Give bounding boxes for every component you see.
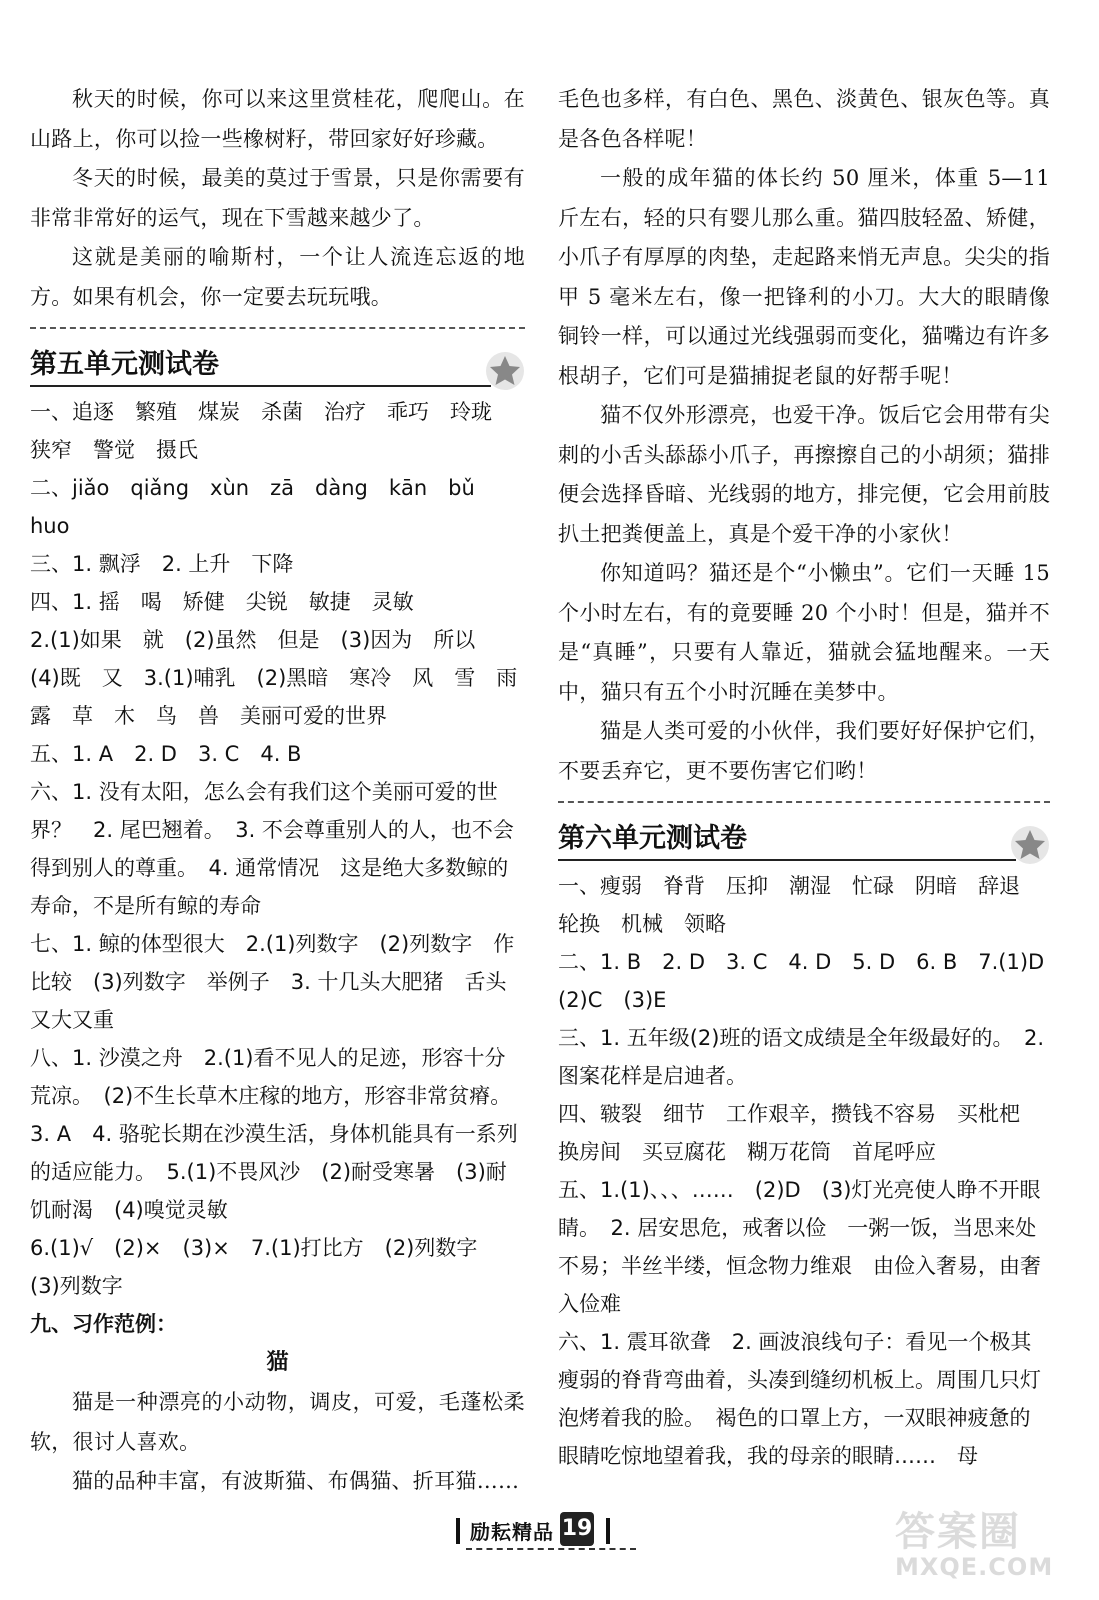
section-divider bbox=[30, 327, 525, 329]
footer-bar bbox=[456, 1518, 460, 1544]
section-divider bbox=[558, 801, 1050, 803]
watermark-url: MXQE.COM bbox=[895, 1553, 1054, 1581]
left-column bbox=[30, 80, 539, 1502]
answer-line: 六、1. 没有太阳，怎么会有我们这个美丽可爱的世界？ 2. 尾巴翘着。 3. 不会尊重别人的人，也不会得到别人的尊重。 4. 通常情况 这是绝大多数鲸的寿命，不是所有鲸的寿命 bbox=[30, 780, 514, 918]
answer-line: 六、1. 震耳欲聋 2. 画波浪线句子：看见一个极其瘦弱的脊背弯曲着，头凑到缝纫机板上。周围几只灯泡烤着我的脸。 褐色的口罩上方，一双眼神疲惫的眼睛吃惊地望着我，我的母亲的眼睛…… 母 bbox=[558, 1330, 1041, 1468]
answer-line: 八、1. 沙漠之舟 2.(1)看不见人的足迹，形容十分荒凉。 (2)不生长草木庄稼的地方，形容非常贫瘠。 3. A 4. 骆驼长期在沙漠生活，身体机能具有一系列的适应能力。 5.(1)不畏风沙 (2)耐受寒暑 (3)耐饥耐渴 (4)嗅觉灵敏 bbox=[30, 1046, 522, 1222]
answer-line: 七、1. 鲸的体型很大 2.(1)列数字 (2)列数字 作比较 (3)列数字 举例子 3. 十几头大肥猪 舌头又大又重 bbox=[30, 932, 515, 1032]
answer-line: 一、追逐 繁殖 煤炭 杀菌 治疗 乖巧 玲珑 狭窄 警觉 摄氏 bbox=[30, 400, 513, 462]
star-icon bbox=[1010, 825, 1050, 865]
answer-line: 二、jiǎo qiǎng xùn zā dàng kān bǔ huo bbox=[30, 476, 496, 538]
intro-paragraph: 这就是美丽的喻斯村，一个让人流连忘返的地方。如果有机会，你一定要去玩玩哦。 bbox=[30, 245, 525, 309]
watermark-logo bbox=[895, 1500, 1085, 1595]
answer-line: 2.(1)如果 就 (2)虽然 但是 (3)因为 所以 (4)既 又 3.(1)哺乳 (2)黑暗 寒冷 风 雪 雨 露 草 木 鸟 兽 美丽可爱的世界 bbox=[30, 628, 539, 728]
intro-paragraph: 秋天的时候，你可以来这里赏桂花，爬爬山。在山路上，你可以捡一些橡树籽，带回家好好珍藏。 bbox=[30, 87, 525, 151]
unit-title: 第六单元测试卷 bbox=[558, 823, 747, 854]
essay-paragraph: 猫是人类可爱的小伙伴，我们要好好保护它们，不要丢弃它，更不要伤害它们哟！ bbox=[558, 719, 1050, 783]
footer-bar bbox=[606, 1518, 610, 1544]
intro-paragraph: 冬天的时候，最美的莫过于雪景，只是你需要有非常非常好的运气，现在下雪越来越少了。 bbox=[30, 166, 525, 230]
title-underline bbox=[30, 385, 491, 387]
right-column bbox=[558, 80, 1066, 1475]
title-underline bbox=[558, 859, 1016, 861]
answer-line: 五、1. A 2. D 3. C 4. B bbox=[30, 742, 302, 766]
essay-paragraph: 毛色也多样，有白色、黑色、淡黄色、银灰色等。真是各色各样呢！ bbox=[558, 87, 1050, 151]
unit-header bbox=[558, 817, 1050, 865]
answer-line: 二、1. B 2. D 3. C 4. D 5. D 6. B 7.(1)D (2)C (3)E bbox=[558, 950, 1066, 1012]
star-icon bbox=[485, 351, 525, 391]
unit-title: 第五单元测试卷 bbox=[30, 349, 219, 380]
page-number: 19 bbox=[560, 1512, 594, 1546]
answer-line: 四、1. 摇 喝 矫健 尖锐 敏捷 灵敏 bbox=[30, 590, 414, 614]
footer-brand: 励耘精品 bbox=[470, 1520, 554, 1544]
footer-divider bbox=[466, 1548, 636, 1550]
answer-line: 6.(1)√ (2)× (3)× 7.(1)打比方 (2)列数字 (3)列数字 bbox=[30, 1236, 499, 1298]
page-footer bbox=[456, 1512, 646, 1552]
unit-header bbox=[30, 343, 525, 391]
watermark-text: 答案圈 bbox=[895, 1509, 1021, 1555]
essay-paragraph: 猫是一种漂亮的小动物，调皮，可爱，毛蓬松柔软，很讨人喜欢。 bbox=[30, 1390, 525, 1454]
essay-paragraph: 猫的品种丰富，有波斯猫、布偶猫、折耳猫…… bbox=[72, 1469, 520, 1493]
answer-line: 三、1. 飘浮 2. 上升 下降 bbox=[30, 552, 294, 576]
essay-title: 猫 bbox=[266, 1350, 289, 1375]
answer-line: 九、习作范例： bbox=[30, 1312, 177, 1336]
answer-line: 四、皲裂 细节 工作艰辛，攒钱不容易 买枇杷 换房间 买豆腐花 糊万花筒 首尾呼应 bbox=[558, 1102, 1041, 1164]
answer-line: 三、1. 五年级(2)班的语文成绩是全年级最好的。 2. 图案花样是启迪者。 bbox=[558, 1026, 1044, 1088]
essay-paragraph: 一般的成年猫的体长约 50 厘米，体重 5—11 斤左右，轻的只有婴儿那么重。猫四肢轻盈、矫健，小爪子有厚厚的肉垫，走起路来悄无声息。尖尖的指甲 5 毫米左右，像一把锋利的小刀。大大的眼睛像铜铃一样，可以通过光线强弱而变化，猫嘴边有许多根胡子，它们可是猫捕捉老鼠的好帮手呢！ bbox=[558, 166, 1050, 388]
essay-paragraph: 你知道吗？猫还是个“小懒虫”。它们一天睡 15 个小时左右，有的竟要睡 20 个小时！但是，猫并不是“真睡”，只要有人靠近，猫就会猛地醒来。一天中，猫只有五个小时沉睡在美梦中。 bbox=[558, 561, 1050, 704]
essay-paragraph: 猫不仅外形漂亮，也爱干净。饭后它会用带有尖刺的小舌头舔舔小爪子，再擦擦自己的小胡须；猫排便会选择昏暗、光线弱的地方，排完便，它会用前肢扒土把粪便盖上，真是个爱干净的小家伙！ bbox=[558, 403, 1050, 546]
answer-line: 五、1.(1)、、、…… (2)D (3)灯光亮使人睁不开眼睛。 2. 居安思危，戒奢以俭 一粥一饭，当思来处不易；半丝半缕，恒念物力维艰 由俭入奢易，由奢入俭难 bbox=[558, 1178, 1041, 1316]
answer-line: 一、瘦弱 脊背 压抑 潮湿 忙碌 阴暗 辞退 轮换 机械 领略 bbox=[558, 874, 1041, 936]
